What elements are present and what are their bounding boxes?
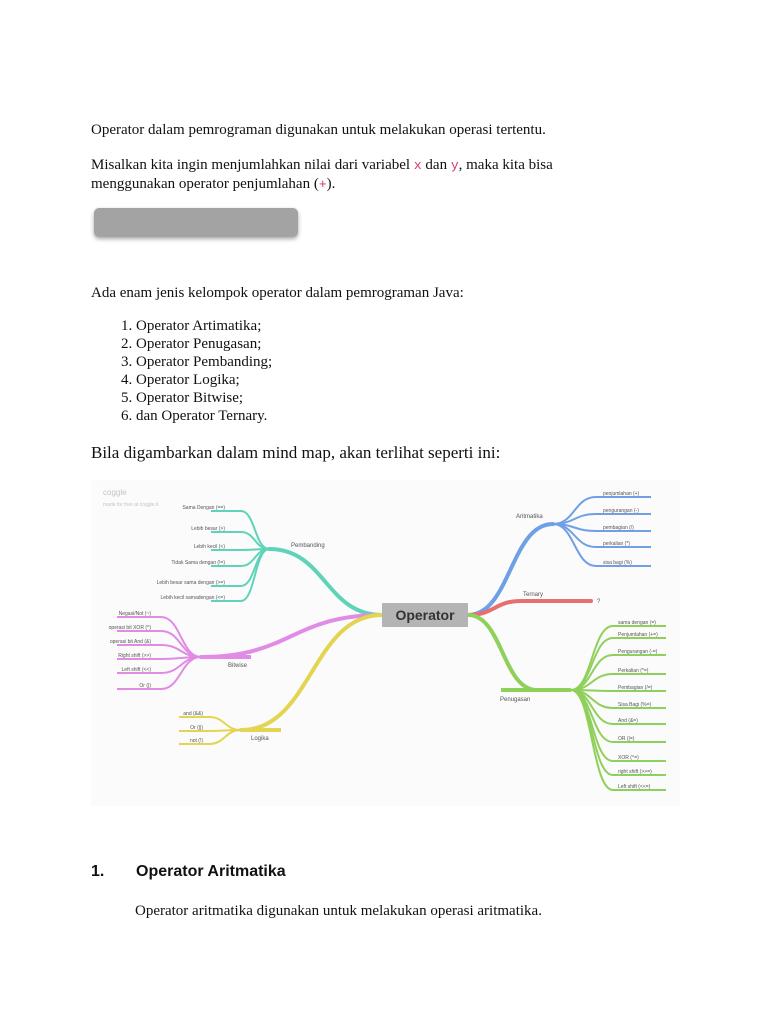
aritmatika-label: Aritmatika <box>516 514 543 520</box>
aritmatika-leaf-label: pengurangan (-) <box>603 508 639 514</box>
example-text-4: menggunakan operator penjumlahan ( <box>91 176 319 192</box>
heading-title: Operator Aritmatika <box>136 863 286 880</box>
logika-leaf-line <box>209 717 241 730</box>
logika-branch <box>241 615 382 730</box>
penugasan-label: Penugasan <box>500 697 531 703</box>
penugasan-leaf-label: Perkalian (*=) <box>618 668 649 674</box>
penugasan-leaf-label: Pembagian (/=) <box>618 685 653 691</box>
logika-leaf-label: not (!) <box>189 738 203 744</box>
list-item: 6. dan Operator Ternary. <box>136 407 272 425</box>
aritmatika-leaf-label: sisa bagi (%) <box>603 560 632 566</box>
logika-label: Logika <box>251 736 269 742</box>
example-text-2: dan <box>421 157 451 173</box>
penugasan-branch <box>468 615 537 690</box>
example-text-5: ). <box>326 176 336 192</box>
example-paragraph <box>91 156 553 194</box>
bitwise-leaf-label: Left shift (<<) <box>121 667 151 673</box>
penugasan-leaf-line <box>571 690 613 761</box>
heading-number: 1. <box>91 863 105 880</box>
penugasan-leaf-label: XOR (^=) <box>618 755 639 761</box>
list-item: 1. Operator Artimatika; <box>136 317 272 335</box>
penugasan-leaf-label: sama dengan (=) <box>618 620 656 626</box>
pembanding-leaf-line <box>241 549 269 586</box>
center-node-label: Operator <box>395 607 455 623</box>
code-plus: + <box>318 177 327 192</box>
list-item: 5. Operator Bitwise; <box>136 389 272 407</box>
penugasan-leaf-line <box>571 626 613 690</box>
penugasan-leaf-label: Left shift (<<=) <box>618 784 651 790</box>
penugasan-leaf-label: Sisa Bagi (%=) <box>618 702 652 708</box>
ternary-branch <box>468 601 521 615</box>
ternary-label: Ternary <box>523 592 544 598</box>
bitwise-label: Bitwise <box>228 663 248 669</box>
operator-types-list <box>91 317 272 425</box>
logika-leaf-line <box>209 730 241 744</box>
pembanding-leaf-label: Lebih besar sama dengan (>=) <box>156 580 225 586</box>
list-item: 2. Operator Penugasan; <box>136 335 272 353</box>
pembanding-leaf-label: Lebih kecil samadengan (<=) <box>160 595 225 601</box>
example-text-3: , maka kita bisa <box>458 157 553 173</box>
mind-map-image <box>91 480 680 806</box>
pembanding-branch <box>269 549 382 615</box>
penugasan-leaf-label: Penjumlahan (+=) <box>618 632 658 638</box>
penugasan-leaf-label: And (&=) <box>618 718 638 724</box>
logika-leaf-label: and (&&) <box>183 711 203 717</box>
bitwise-leaf-label: operasi bit XOR (^) <box>108 625 151 631</box>
aritmatika-leaf-label: penjumlahan (+) <box>603 491 640 497</box>
bitwise-leaf-label: Or (|) <box>139 683 151 689</box>
aritmatika-paragraph: Operator aritmatika digunakan untuk melakukan operasi aritmatika. <box>135 903 542 919</box>
types-intro: Ada enam jenis kelompok operator dalam pemrograman Java: <box>91 285 464 301</box>
pembanding-label: Pembanding <box>291 543 325 549</box>
penugasan-leaf-label: Pengurangan (-=) <box>618 649 658 655</box>
section-heading <box>91 863 286 881</box>
aritmatika-leaf-label: perkalian (*) <box>603 541 630 547</box>
bitwise-leaf-label: operasi bit And (&) <box>109 639 151 645</box>
penugasan-leaf-label: right shift (>>=) <box>618 769 652 775</box>
list-item: 3. Operator Pembanding; <box>136 353 272 371</box>
penugasan-leaf-line <box>571 690 613 775</box>
watermark-text: made for free at coggle.it <box>103 502 159 508</box>
example-text-1: Misalkan kita ingin menjumlahkan nilai dari variabel <box>91 157 414 173</box>
logika-leaf-label: Or (||) <box>190 725 203 731</box>
bitwise-leaf-label: Negasi/Not (~) <box>118 611 151 617</box>
pembanding-leaf-label: Lebih besar (>) <box>191 526 225 532</box>
pembanding-leaf-label: Sama Dengan (==) <box>182 505 225 511</box>
intro-paragraph: Operator dalam pemrograman digunakan untuk melakukan operasi tertentu. <box>91 122 546 138</box>
pembanding-leaf-line <box>241 511 269 549</box>
penugasan-leaf-label: OR (|=) <box>618 736 635 742</box>
code-x: x <box>413 158 422 173</box>
pembanding-leaf-label: Tidak Sama dengan (!=) <box>171 560 225 566</box>
ternary-leaf-label: ? <box>597 599 601 605</box>
mind-map-svg <box>91 480 680 806</box>
pembanding-leaf-label: Lebih kecil (<) <box>193 544 225 550</box>
list-item: 4. Operator Logika; <box>136 371 272 389</box>
bitwise-leaf-label: Right shift (>>) <box>118 653 151 659</box>
aritmatika-leaf-label: pembagian (/) <box>603 525 634 531</box>
watermark-logo: coggle <box>103 488 127 497</box>
mindmap-intro: Bila digambarkan dalam mind map, akan terlihat seperti ini: <box>91 443 501 462</box>
code-y: y <box>450 158 459 173</box>
code-block-placeholder <box>94 208 298 237</box>
